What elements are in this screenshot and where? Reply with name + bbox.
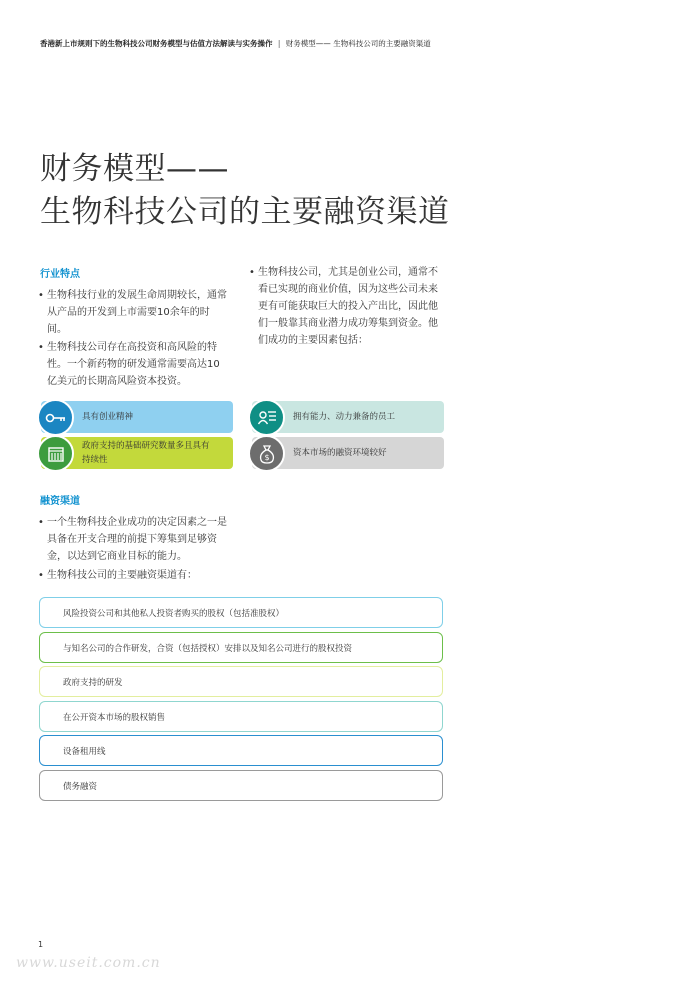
channel-item-venture-capital bbox=[39, 597, 443, 628]
channel-item-debt bbox=[39, 770, 443, 801]
industry-bullet-3-text: 生物科技公司，尤其是创业公司，通常不看已实现的商业价值，因为这些公司未来更有可能获取巨大的投入产出比，因此他们一般靠其商业潜力成功筹集到资金。他们成功的主要因素包括： bbox=[258, 267, 438, 346]
factor-tile-entrepreneurship bbox=[41, 401, 233, 433]
person-list-icon bbox=[257, 409, 277, 427]
report-title: 香港新上市规则下的生物科技公司财务模型与估值方法解读与实务操作 bbox=[40, 39, 273, 48]
bullet-dot: • bbox=[249, 267, 255, 278]
channel-item-partnership bbox=[39, 632, 443, 663]
channel-item-government bbox=[39, 666, 443, 697]
financing-bullet-1-text: 一个生物科技企业成功的决定因素之一是具备在开支合理的前提下筹集到足够资金，以达到它商业目标的能力。 bbox=[47, 517, 227, 562]
bullet-dot: • bbox=[38, 517, 44, 528]
financing-heading: 融资渠道 bbox=[40, 496, 80, 507]
factor-label: 资本市场的融资环境较好 bbox=[293, 448, 387, 458]
factor-tile-government-research bbox=[41, 437, 233, 469]
factor-icon-circle bbox=[248, 399, 285, 436]
money-bag-icon bbox=[258, 444, 276, 464]
channel-item-public-equity bbox=[39, 701, 443, 732]
title-line-2: 生物科技公司的主要融资渠道 bbox=[40, 194, 450, 230]
industry-bullet-1 bbox=[38, 287, 228, 338]
factor-label: 具有创业精神 bbox=[82, 412, 134, 422]
channel-label: 在公开资本市场的股权销售 bbox=[63, 712, 166, 723]
industry-bullet-2-text: 生物科技公司存在高投资和高风险的特性。一个新药物的研发通常需要高达10亿美元的长期高风险资本投资。 bbox=[47, 342, 220, 387]
channel-label: 债务融资 bbox=[63, 781, 98, 792]
channel-label: 与知名公司的合作研发，合资（包括授权）安排以及知名公司进行的股权投资 bbox=[63, 643, 353, 654]
watermark: www.useit.com.cn bbox=[16, 955, 161, 971]
industry-bullet-1-text: 生物科技行业的发展生命周期较长，通常从产品的开发到上市需要10余年的时间。 bbox=[47, 290, 227, 335]
header-section: 财务模型—— 生物科技公司的主要融资渠道 bbox=[285, 39, 431, 48]
building-icon bbox=[47, 445, 65, 463]
bullet-dot: • bbox=[38, 342, 44, 353]
financing-bullet-1 bbox=[38, 514, 230, 565]
svg-text:$: $ bbox=[263, 452, 270, 462]
financing-bullet-2-text: 生物科技公司的主要融资渠道有： bbox=[47, 570, 197, 581]
factor-icon-circle bbox=[248, 435, 285, 472]
factor-tile-capital-market bbox=[252, 437, 444, 469]
channel-label: 设备租用线 bbox=[63, 746, 106, 757]
factor-tile-staff bbox=[252, 401, 444, 433]
page-number: 1 bbox=[38, 940, 44, 949]
financing-bullet-2 bbox=[38, 567, 258, 584]
industry-heading: 行业特点 bbox=[40, 269, 80, 280]
header-separator: | bbox=[277, 39, 281, 48]
key-icon bbox=[45, 412, 67, 424]
industry-bullet-3 bbox=[249, 264, 441, 349]
industry-bullet-2 bbox=[38, 339, 228, 390]
bullet-dot: • bbox=[38, 290, 44, 301]
factor-label: 政府支持的基础研究数量多且具有持续性 bbox=[82, 441, 210, 465]
factor-icon-circle bbox=[37, 435, 74, 472]
channel-label: 政府支持的研发 bbox=[63, 677, 123, 688]
factor-icon-circle bbox=[37, 399, 74, 436]
bullet-dot: • bbox=[38, 570, 44, 581]
factor-label: 拥有能力、动力兼备的员工 bbox=[293, 412, 396, 422]
title-line-1: 财务模型—— bbox=[40, 151, 229, 187]
channel-label: 风险投资公司和其他私人投资者购买的股权（包括准股权） bbox=[63, 608, 285, 619]
channel-item-equipment-lease bbox=[39, 735, 443, 766]
running-header bbox=[40, 38, 431, 49]
page-title bbox=[40, 148, 450, 234]
